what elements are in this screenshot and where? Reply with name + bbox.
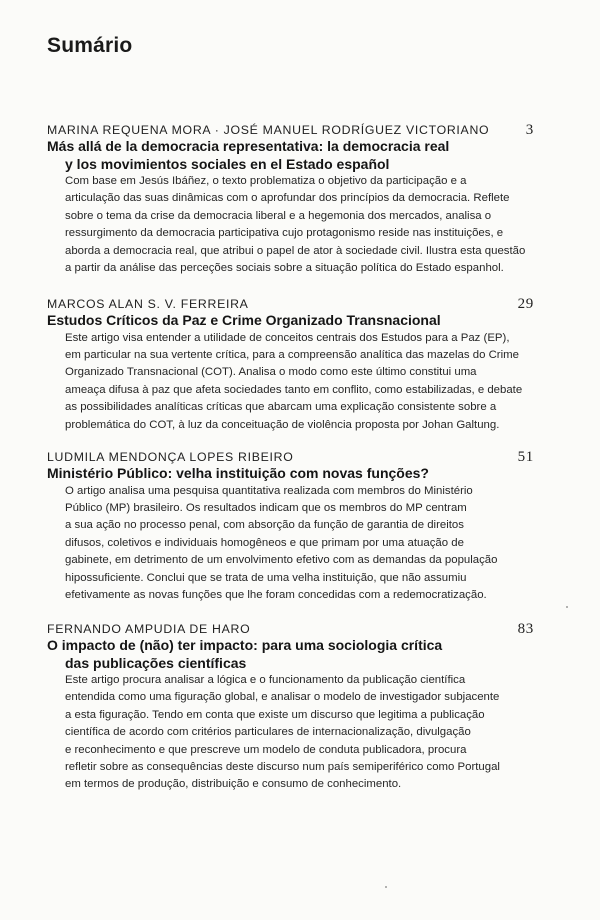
entry-authors — [47, 449, 534, 465]
authors-text: LUDMILA MENDONÇA LOPES RIBEIRO — [47, 450, 294, 464]
entry-abstract — [65, 483, 534, 605]
entry-authors — [47, 296, 534, 312]
entry-title-line: O impacto de (não) ter impacto: para uma sociologia crítica — [47, 637, 443, 653]
abstract-line: em termos de produção, distribuição e consumo de conhecimento. — [65, 778, 402, 791]
entry-title — [47, 465, 534, 483]
abstract-line: sobre o tema da crise da democracia liberal e a hegemonia dos mercados, analisa o — [65, 209, 492, 222]
abstract-line: efetivamente as novas funções que lhe foram concedidas com a redemocratização. — [65, 588, 487, 601]
abstract-line: ressurgimento da democracia participativa cujo protagonismo reside nas instituições, e — [65, 227, 504, 240]
abstract-line: Com base em Jesús Ibáñez, o texto problematiza o objetivo da participação e a — [65, 175, 467, 187]
entry-title — [47, 312, 534, 330]
abstract-line: hipossuficiente. Conclui que se trata de uma velha instituição, que não assumiu — [65, 571, 467, 584]
abstract-line: Público (MP) brasileiro. Os resultados indicam que os membros do MP centram — [65, 501, 467, 514]
entry-title-line: y los movimientos sociales en el Estado español — [65, 155, 390, 172]
toc-entry[interactable] — [47, 449, 534, 604]
abstract-line: ameaça difusa à paz que afeta sociedades tanto em conflito, como estabilizadas, e debate — [65, 383, 523, 396]
abstract-line: e reconhecimento e que prescreve um modelo de conduta publicadora, procura — [65, 743, 467, 756]
abstract-line: em particular na sua vertente crítica, para a compreensão analítica das mazelas do Crime — [65, 348, 519, 361]
entry-authors — [47, 621, 534, 637]
page-number: 51 — [517, 449, 534, 465]
toc-entry[interactable] — [47, 122, 534, 277]
entry-authors — [47, 122, 534, 138]
page-number: 3 — [525, 122, 534, 138]
abstract-line: as possibilidades analíticas críticas que abarcam uma explicação consistente sobre a — [65, 401, 497, 414]
page-title: Sumário — [47, 34, 133, 57]
abstract-line: gabinete, em detrimento de um envolvimento efetivo com as demandas da população — [65, 554, 498, 567]
entry-abstract — [65, 672, 534, 794]
abstract-line: a partir da análise das perceções sociais sobre a situação política do Estado espanhol. — [65, 262, 504, 275]
authors-text: FERNANDO AMPUDIA DE HARO — [47, 622, 251, 636]
entry-title-line: das publicações científicas — [65, 654, 247, 671]
abstract-line: Organizado Transnacional (COT). Analisa o modo como este último constitui uma — [65, 366, 477, 379]
abstract-line: problemática do COT, à luz da conceituação de violência proposta por Johan Galtung. — [65, 418, 500, 431]
entry-abstract — [65, 173, 534, 277]
abstract-line: Este artigo procura analisar a lógica e o funcionamento da publicação científica — [65, 674, 466, 686]
abstract-line: articulação das suas dinâmicas com o aprofundar dos princípios da democracia. Reflete — [65, 192, 510, 205]
abstract-line: Este artigo visa entender a utilidade de conceitos centrais dos Estudos para a Paz (EP), — [65, 331, 510, 344]
abstract-line: aborda a democracia real, que atribui o papel de ator à sociedade civil. Ilustra esta questão — [65, 244, 526, 257]
paper-speck — [385, 886, 387, 888]
entry-title — [47, 637, 534, 672]
toc-entry[interactable] — [47, 621, 534, 794]
entry-abstract — [65, 330, 534, 434]
authors-text: MARINA REQUENA MORA · JOSÉ MANUEL RODRÍGUEZ VICTORIANO — [47, 123, 490, 137]
abstract-line: difusos, coletivos e individuais homogêneos e que primam por uma atuação de — [65, 536, 464, 549]
entry-title-line: Más allá de la democracia representativa: la democracia real — [47, 138, 450, 154]
paper-speck — [566, 606, 568, 608]
authors-text: MARCOS ALAN S. V. FERREIRA — [47, 297, 249, 311]
entry-title — [47, 138, 534, 173]
abstract-line: a sua ação no processo penal, com absorção da função de garantia de direitos — [65, 519, 464, 532]
abstract-line: refletir sobre as consequências deste discurso num país semiperiférico como Portugal — [65, 761, 500, 774]
abstract-line: científica de acordo com critérios particulares de internacionalização, divulgação — [65, 726, 471, 739]
abstract-line: a esta figuração. Tendo em conta que existe um discurso que legitima a publicação — [65, 708, 485, 721]
entry-title-line: Estudos Críticos da Paz e Crime Organizado Transnacional — [47, 312, 441, 328]
abstract-line: O artigo analisa uma pesquisa quantitativa realizada com membros do Ministério — [65, 484, 473, 497]
page-number: 83 — [517, 621, 534, 637]
page-number: 29 — [517, 296, 534, 312]
entry-title-line: Ministério Público: velha instituição com novas funções? — [47, 465, 429, 481]
toc-entry[interactable] — [47, 296, 534, 434]
abstract-line: entendida como uma figuração global, e analisar o modelo de investigador subjacente — [65, 691, 500, 704]
